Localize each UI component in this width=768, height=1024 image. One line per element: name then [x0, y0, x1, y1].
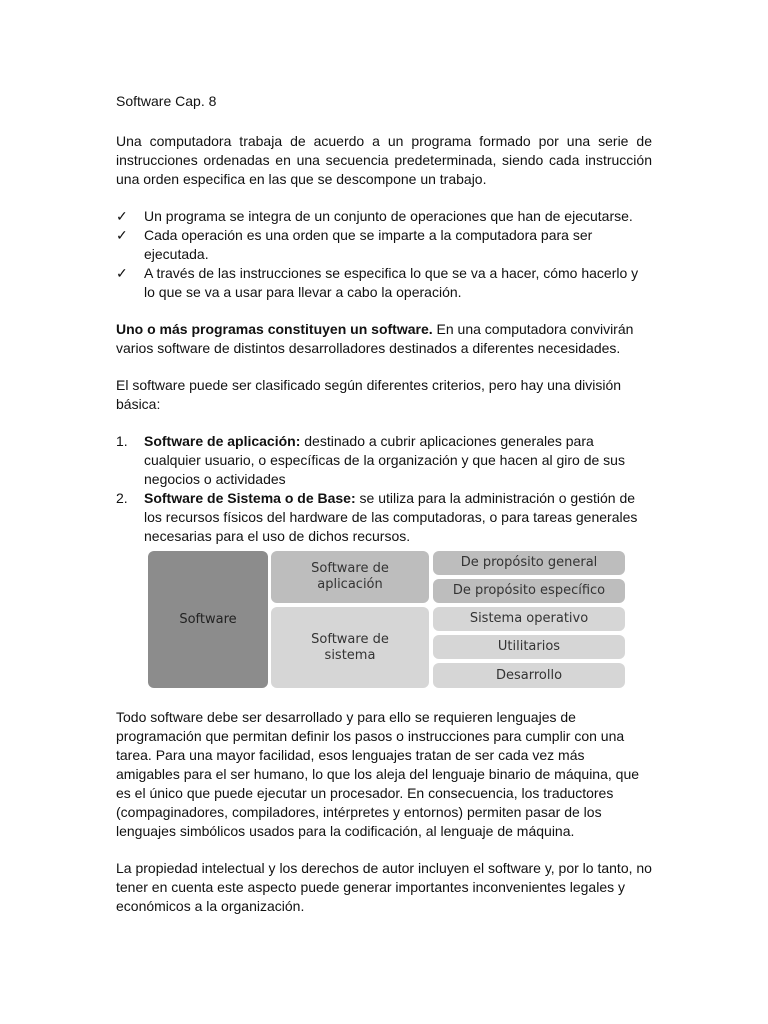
checklist-item [116, 207, 652, 226]
diagram-development-box: Desarrollo [433, 663, 625, 688]
diagram-system-label: Software de sistema [311, 631, 389, 663]
check-icon: ✓ [116, 208, 128, 224]
item-number: 1. [116, 433, 128, 449]
numbered-item [116, 432, 652, 489]
item-term: Software de Sistema o de Base: [144, 490, 356, 506]
numbered-item [116, 489, 652, 546]
paragraph-text: En una computadora convivirán varios software de distintos desarrolladores destinados a diferentes necesidades. [116, 321, 634, 356]
checklist-item-text: A través de las instrucciones se especifica lo que se va a hacer, cómo hacerlo y lo que se va a usar para llevar a cabo la operación. [144, 265, 639, 300]
checklist-item-text: Cada operación es una orden que se imparte a la computadora para ser ejecutada. [144, 227, 593, 262]
document-title: Software Cap. 8 [116, 93, 217, 109]
checklist-item [116, 226, 652, 264]
diagram-operating-system-box: Sistema operativo [433, 607, 625, 631]
checklist-item [116, 264, 652, 302]
diagram-application-box [271, 551, 429, 603]
software-definition-paragraph [116, 320, 652, 358]
document-body [116, 92, 652, 934]
diagram-utilities-box: Utilitarios [433, 635, 625, 659]
programming-languages-paragraph: Todo software debe ser desarrollado y para ello se requieren lenguajes de programación que permitan definir los pasos o instrucciones para cumplir con una tarea. Para una mayor facilidad, esos lenguajes tratan de ser cada vez más amigables para el ser humano, lo que los aleja del lenguaje binario de máquina, que es el único que puede ejecutar un procesador. En consecuencia, los traductores (compaginadores, compiladores, intérpretes y entornos) permiten pasar de los lenguajes simbólicos usados para la codificación, al lenguaje de máquina. [116, 709, 640, 839]
diagram-general-purpose-box: De propósito general [433, 551, 625, 575]
diagram-system-box [271, 607, 429, 688]
bold-statement: Uno o más programas constituyen un software. [116, 321, 433, 337]
intro-paragraph: Una computadora trabaja de acuerdo a un programa formado por una serie de instrucciones ordenadas en una secuencia predeterminada, siendo cada instrucción una orden especifica en las que se descompone un trabajo. [116, 133, 652, 187]
item-number: 2. [116, 490, 128, 506]
diagram-application-label: Software de aplicación [311, 561, 389, 592]
checklist-item-text: Un programa se integra de un conjunto de operaciones que han de ejecutarse. [144, 208, 633, 224]
classification-paragraph: El software puede ser clasificado según diferentes criterios, pero hay una división básica: [116, 377, 622, 412]
checklist [116, 207, 652, 302]
numbered-list [116, 432, 652, 546]
diagram-specific-purpose-box: De propósito específico [433, 579, 625, 603]
intellectual-property-paragraph: La propiedad intelectual y los derechos de autor incluyen el software y, por lo tanto, no tener en cuenta este aspecto puede generar importantes inconvenientes legales y económicos a la organización. [116, 860, 652, 914]
check-icon: ✓ [116, 265, 128, 281]
item-term: Software de aplicación: [144, 433, 301, 449]
software-classification-diagram [148, 551, 626, 688]
check-icon: ✓ [116, 227, 128, 243]
diagram-root-box: Software [148, 551, 268, 688]
item-description: destinado a cubrir aplicaciones generales para cualquier usuario, o específicas de la organización y que hacen al giro de sus negocios o actividades [144, 433, 625, 487]
item-description: se utiliza para la administración o gestión de los recursos físicos del hardware de las computadoras, o para tareas generales necesarias para el uso de dichos recursos. [144, 490, 638, 544]
